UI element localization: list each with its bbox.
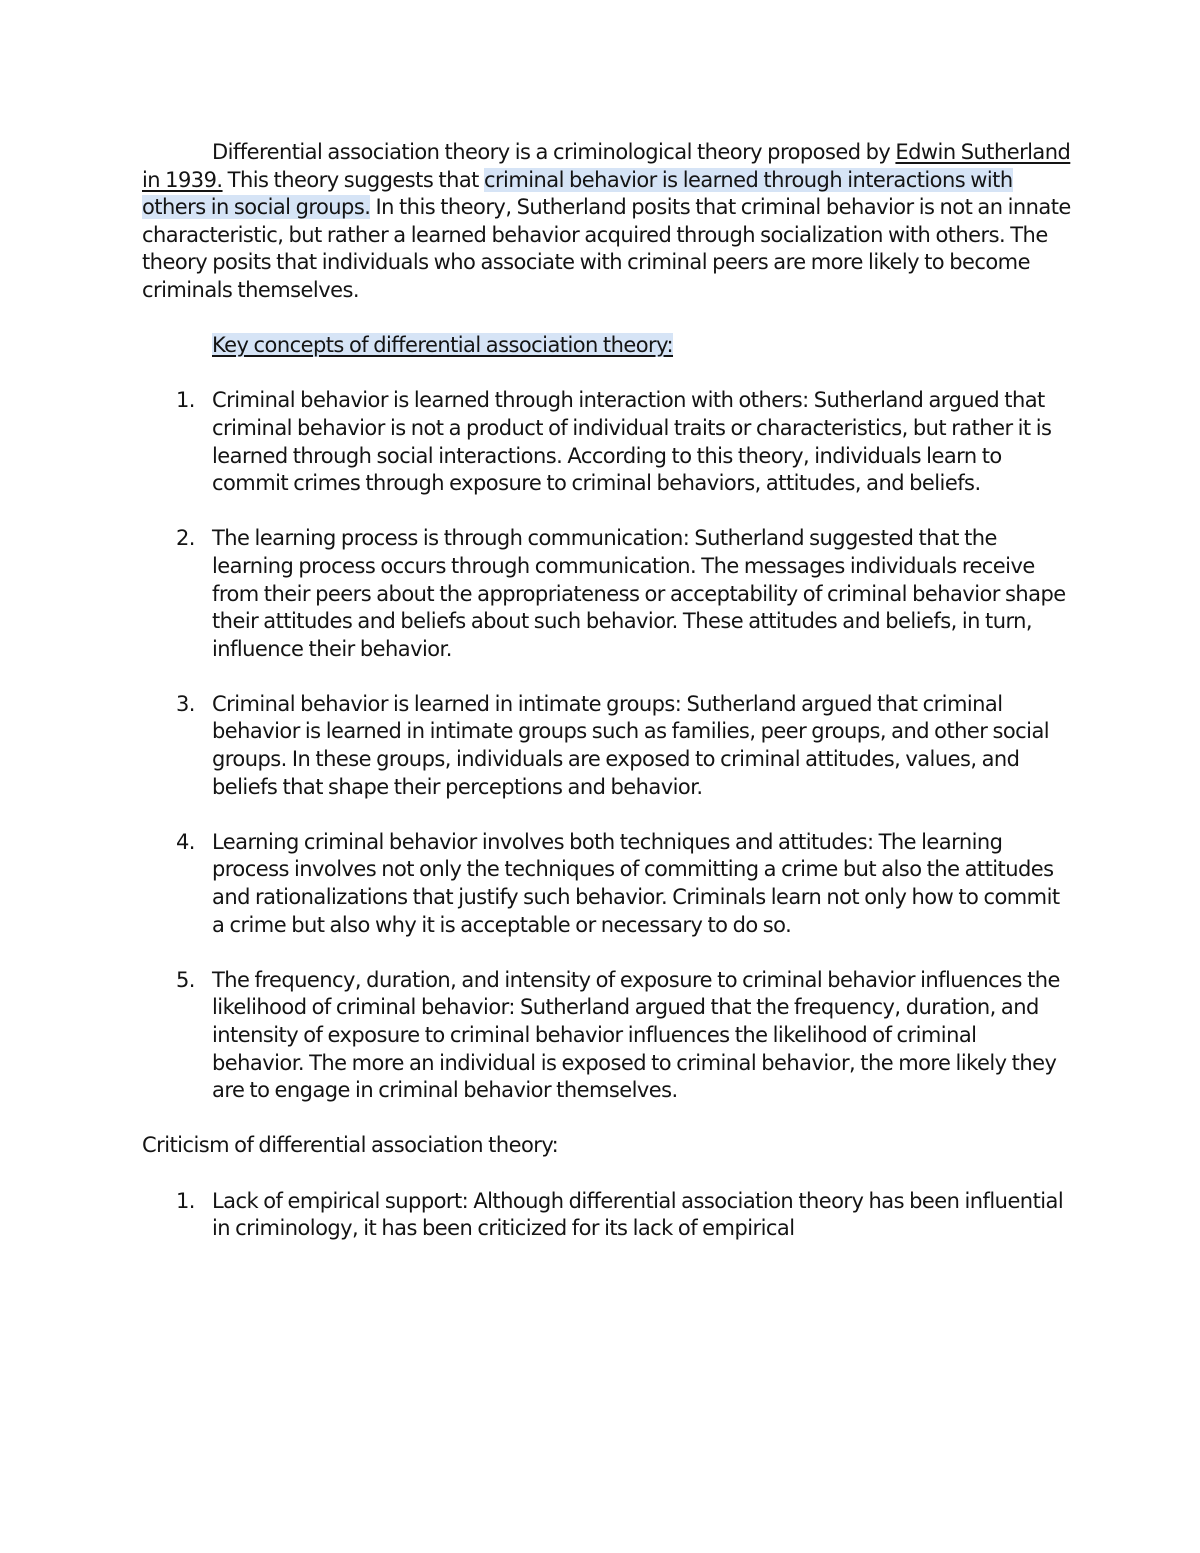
criticism-list [142,1188,1072,1243]
list-item-number: 1. [176,388,195,413]
list-item [142,1188,1072,1243]
list-item-text: Criminal behavior is learned in intimate groups: Sutherland argued that criminal behavior is learned in intimate groups such as families, peer groups, and other social groups. In these groups, individuals are exposed to criminal attitudes, values, and beliefs that shape their perceptions and behavior. [212,691,1050,799]
list-item [142,525,1072,663]
list-item-text: The learning process is through communication: Sutherland suggested that the learning process occurs through communication. The messages individuals receive from their peers about the appropriateness or acceptability of criminal behavior shape their attitudes and beliefs about such behavior. These attitudes and beliefs, in turn, influence their behavior. [212,526,1066,661]
list-item-number: 1. [176,1188,195,1213]
intro-text-1: Differential association theory is a criminological theory proposed by [212,140,896,164]
list-item-text: Criminal behavior is learned through interaction with others: Sutherland argued that criminal behavior is not a product of individual traits or characteristics, but rather it is learned through social interactions. According to this theory, individuals learn to commit crimes through exposure to criminal behaviors, attitudes, and beliefs. [212,388,1052,496]
list-item [142,967,1072,1105]
criticism-heading: Criticism of differential association theory: [142,1133,559,1158]
key-concepts-list [142,387,1072,1104]
document-page [142,139,1072,1270]
list-item-text: Lack of empirical support: Although differential association theory has been influential in criminology, it has been criticized for its lack of empirical [212,1188,1064,1241]
list-item-number: 2. [176,526,195,551]
list-item [142,387,1072,497]
list-item-number: 3. [176,691,195,716]
list-item [142,691,1072,801]
author-date-link[interactable]: Edwin Sutherland in 1939. [142,140,1071,192]
list-item-number: 5. [176,967,195,992]
list-item-number: 4. [176,829,195,854]
list-item-text: The frequency, duration, and intensity of exposure to criminal behavior influences the likelihood of criminal behavior: Sutherland argued that the frequency, duration, and intensity of exposure to criminal behavior influences the likelihood of criminal behavior. The more an individual is exposed to criminal behavior, the more likely they are to engage in criminal behavior themselves. [212,967,1060,1103]
highlighted-definition: criminal behavior is learned through interactions with others in social groups. [142,167,1013,220]
intro-text-2: This theory suggests that [222,167,484,192]
intro-paragraph [142,139,1072,305]
key-concepts-heading: Key concepts of differential association theory: [212,333,674,358]
key-concepts-heading-row [142,332,1072,360]
intro-text-3: In this theory, Sutherland posits that criminal behavior is not an innate characteristic, but rather a learned behavior acquired through socialization with others. The theory posits that individuals who associate with criminal peers are more likely to become criminals themselves. [142,195,1071,302]
list-item-text: Learning criminal behavior involves both techniques and attitudes: The learning process involves not only the techniques of committing a crime but also the attitudes and rationalizations that justify such behavior. Criminals learn not only how to commit a crime but also why it is acceptable or necessary to do so. [212,829,1060,937]
list-item [142,829,1072,939]
